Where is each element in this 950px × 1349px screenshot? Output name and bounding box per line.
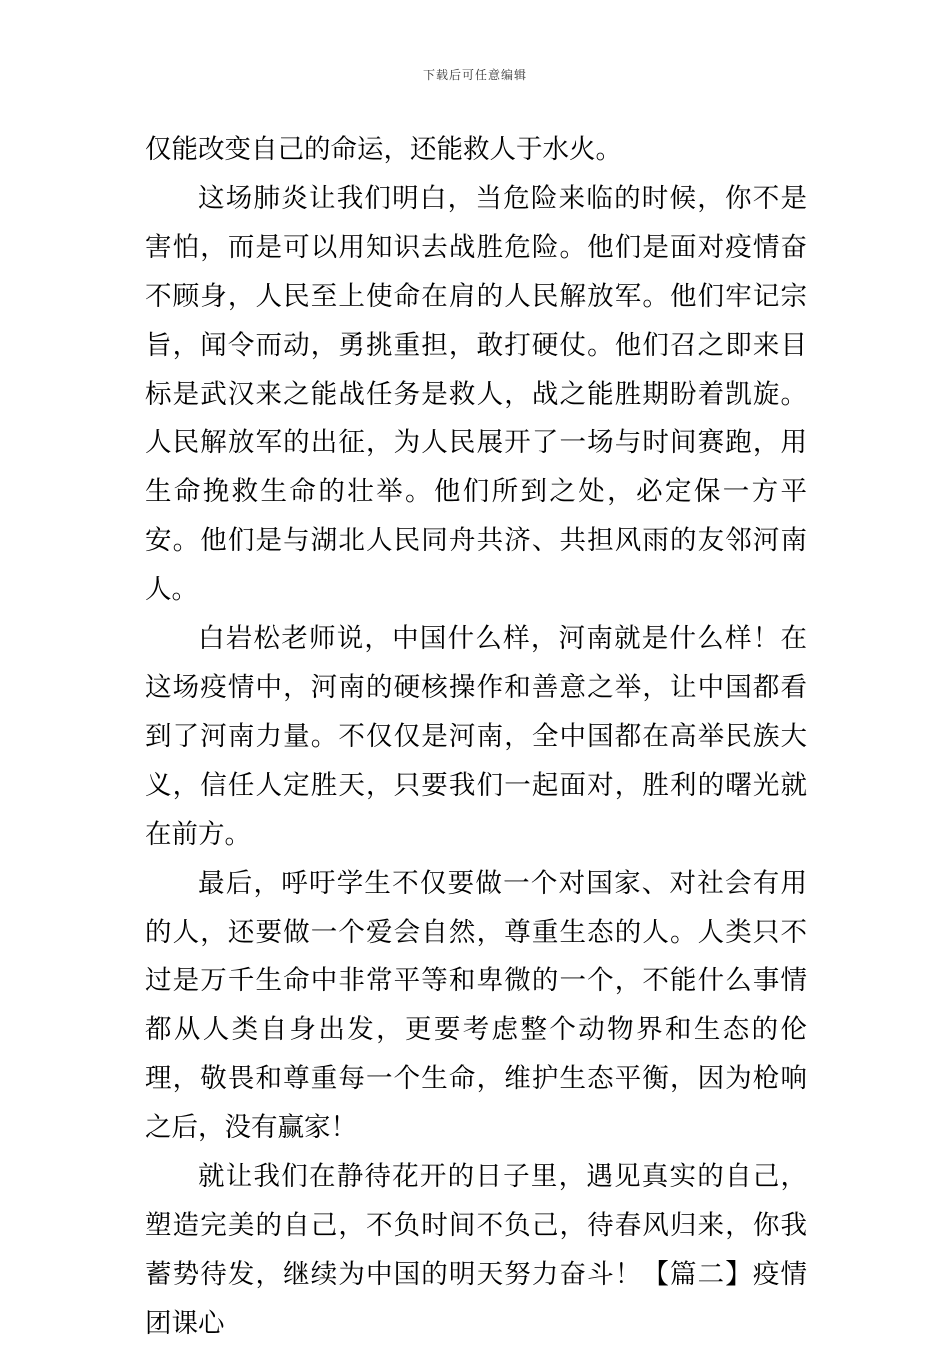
paragraph: 就让我们在静待花开的日子里，遇见真实的自己，塑造完美的自己，不负时间不负己，待春风归来，你我蓄势待发，继续为中国的明天努力奋斗！【篇二】疫情团课心 bbox=[145, 1161, 807, 1339]
paragraph: 这场肺炎让我们明白，当危险来临的时候，你不是害怕，而是可以用知识去战胜危险。他们是面对疫情奋不顾身，人民至上使命在肩的人民解放军。他们牢记宗旨，闻令而动，勇挑重担，敢打硬仗。他们召之即来目标是武汉来之能战任务是救人，战之能胜期盼着凯旋。人民解放军的出征，为人民展开了一场与时间赛跑，用生命挽救生命的壮举。他们所到之处，必定保一方平安。他们是与湖北人民同舟共济、共担风雨的友邻河南人。 bbox=[145, 182, 807, 606]
document-body bbox=[145, 126, 807, 1349]
page-header: 下载后可任意编辑 bbox=[422, 68, 527, 82]
paragraph: 白岩松老师说，中国什么样，河南就是什么样！在这场疫情中，河南的硬核操作和善意之举，让中国都看到了河南力量。不仅仅是河南，全中国都在高举民族大义，信任人定胜天，只要我们一起面对，胜利的曙光就在前方。 bbox=[145, 623, 807, 850]
paragraph-continuation: 仅能改变自己的命运，还能救人于水火。 bbox=[145, 134, 622, 165]
paragraph: 最后，呼吁学生不仅要做一个对国家、对社会有用的人，还要做一个爱会自然，尊重生态的人。人类只不过是万千生命中非常平等和卑微的一个，不能什么事情都从人类自身出发，更要考虑整个动物界和生态的伦理，敬畏和尊重每一个生命，维护生态平衡，因为枪响之后，没有赢家！ bbox=[145, 867, 807, 1144]
